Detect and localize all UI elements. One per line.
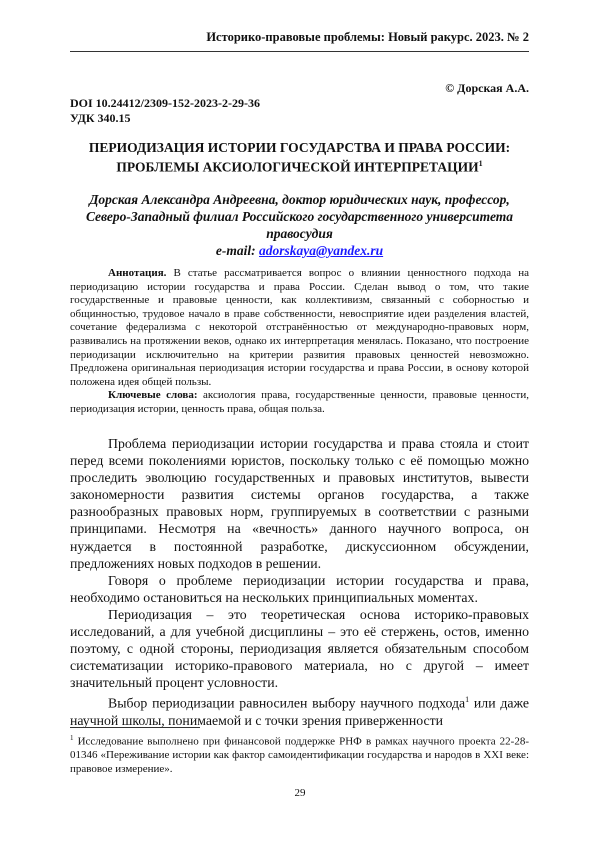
article-body bbox=[70, 435, 529, 729]
footnote-text: Исследование выполнено при финансовой поддержке РНФ в рамках научного проекта 22-28-01346 «Переживание истории как фактор самоидентификации государства и народов в XXI веке: правовое измерение». bbox=[70, 735, 529, 775]
body-paragraph-4 bbox=[70, 691, 529, 729]
abstract-text: В статье рассматривается вопрос о влиянии ценностного подхода на периодизацию истории государства и права России. Сделан вывод о том, что такие государственные и правовые ценности, как коллективизм, связанный с соборностью и общинностью, трудовое начало в праве собственности, невосприятие идеи разделения властей, сочетание федерализма с некоторой отстранённостью от международно-правовых норм, развивались на протяжении веков, однако их интерпретация менялась. Показано, что построение периодизации исключительно на критерии развития правовых ценностей невозможно. Предложена оригинальная периодизация истории государства и права России, в основу которой положена идея общей пользы. bbox=[70, 267, 529, 388]
udk: УДК 340.15 bbox=[70, 111, 131, 125]
doi: DOI 10.24412/2309-152-2023-2-29-36 bbox=[70, 96, 260, 110]
author-email-line bbox=[70, 242, 529, 259]
email-label: e-mail: bbox=[215, 243, 259, 258]
abstract-block bbox=[70, 267, 529, 417]
author-line-3: правосудия bbox=[266, 226, 333, 241]
article-title bbox=[70, 140, 529, 176]
body-paragraph-4-start: Выбор периодизации равносилен выбору научного подхода bbox=[108, 696, 466, 711]
title-footnote-mark: 1 bbox=[478, 159, 483, 168]
body-paragraph-1: Проблема периодизации истории государства и права стояла и стоит перед всеми поколениями юристов, поскольку только с её помощью можно проследить эволюцию государственных и правовых институтов, вывести закономерности развития системы органов государства, а также разнообразных правовых норм, группируемых в соответствии с разными принципами. Несмотря на «вечность» данного научного вопроса, он нуждается в постоянной разработке, дискуссионном обсуждении, предложениях новых подходов в решении. bbox=[70, 436, 529, 571]
body-paragraph-3: Периодизация – это теоретическая основа историко-правовых исследований, а для учебной дисциплины – это её стержень, остов, именно поэтому, с одной стороны, периодизация является обязательным способом систематизации историко-правового материала, но с другой – имеет значительный процент условности. bbox=[70, 606, 529, 691]
doi-block bbox=[70, 96, 260, 126]
abstract-paragraph bbox=[70, 267, 529, 389]
author-block bbox=[70, 191, 529, 259]
title-line-1: ПЕРИОДИЗАЦИЯ ИСТОРИИ ГОСУДАРСТВА И ПРАВА РОССИИ: bbox=[88, 140, 511, 155]
author-line-1: Дорская Александра Андреевна, доктор юридических наук, профессор, bbox=[89, 192, 510, 207]
body-paragraph-4-end: или даже научной школы, понимаемой и с точки зрения приверженности bbox=[70, 696, 529, 729]
title-line-2-text: ПРОБЛЕМЫ АКСИОЛОГИЧЕСКОЙ ИНТЕРПРЕТАЦИИ bbox=[116, 159, 479, 175]
footnote-mark: 1 bbox=[70, 734, 74, 742]
header-divider bbox=[70, 51, 529, 52]
abstract-label: Аннотация. bbox=[108, 267, 167, 279]
copyright-line: © Дорская А.А. bbox=[445, 81, 529, 95]
keywords-text: аксиология права, государственные ценности, правовые ценности, периодизация истории, ценность права, общая польза. bbox=[70, 389, 529, 415]
body-paragraph-2: Говоря о проблеме периодизации истории государства и права, необходимо остановиться на нескольких принципиальных моментах. bbox=[70, 572, 529, 605]
email-link[interactable]: adorskaya@yandex.ru bbox=[259, 243, 384, 258]
title-line-2 bbox=[70, 156, 529, 176]
page-number: 29 bbox=[294, 787, 306, 799]
keywords-label: Ключевые слова: bbox=[108, 389, 198, 402]
footnote-divider bbox=[70, 727, 200, 728]
author-line-2: Северо-Западный филиал Российского государственного университета bbox=[85, 209, 514, 224]
footnote bbox=[70, 732, 529, 776]
body-footnote-mark: 1 bbox=[465, 695, 470, 705]
keywords-paragraph bbox=[70, 389, 529, 416]
running-header: Историко-правовые проблемы: Новый ракурс. 2023. № 2 bbox=[206, 30, 529, 44]
